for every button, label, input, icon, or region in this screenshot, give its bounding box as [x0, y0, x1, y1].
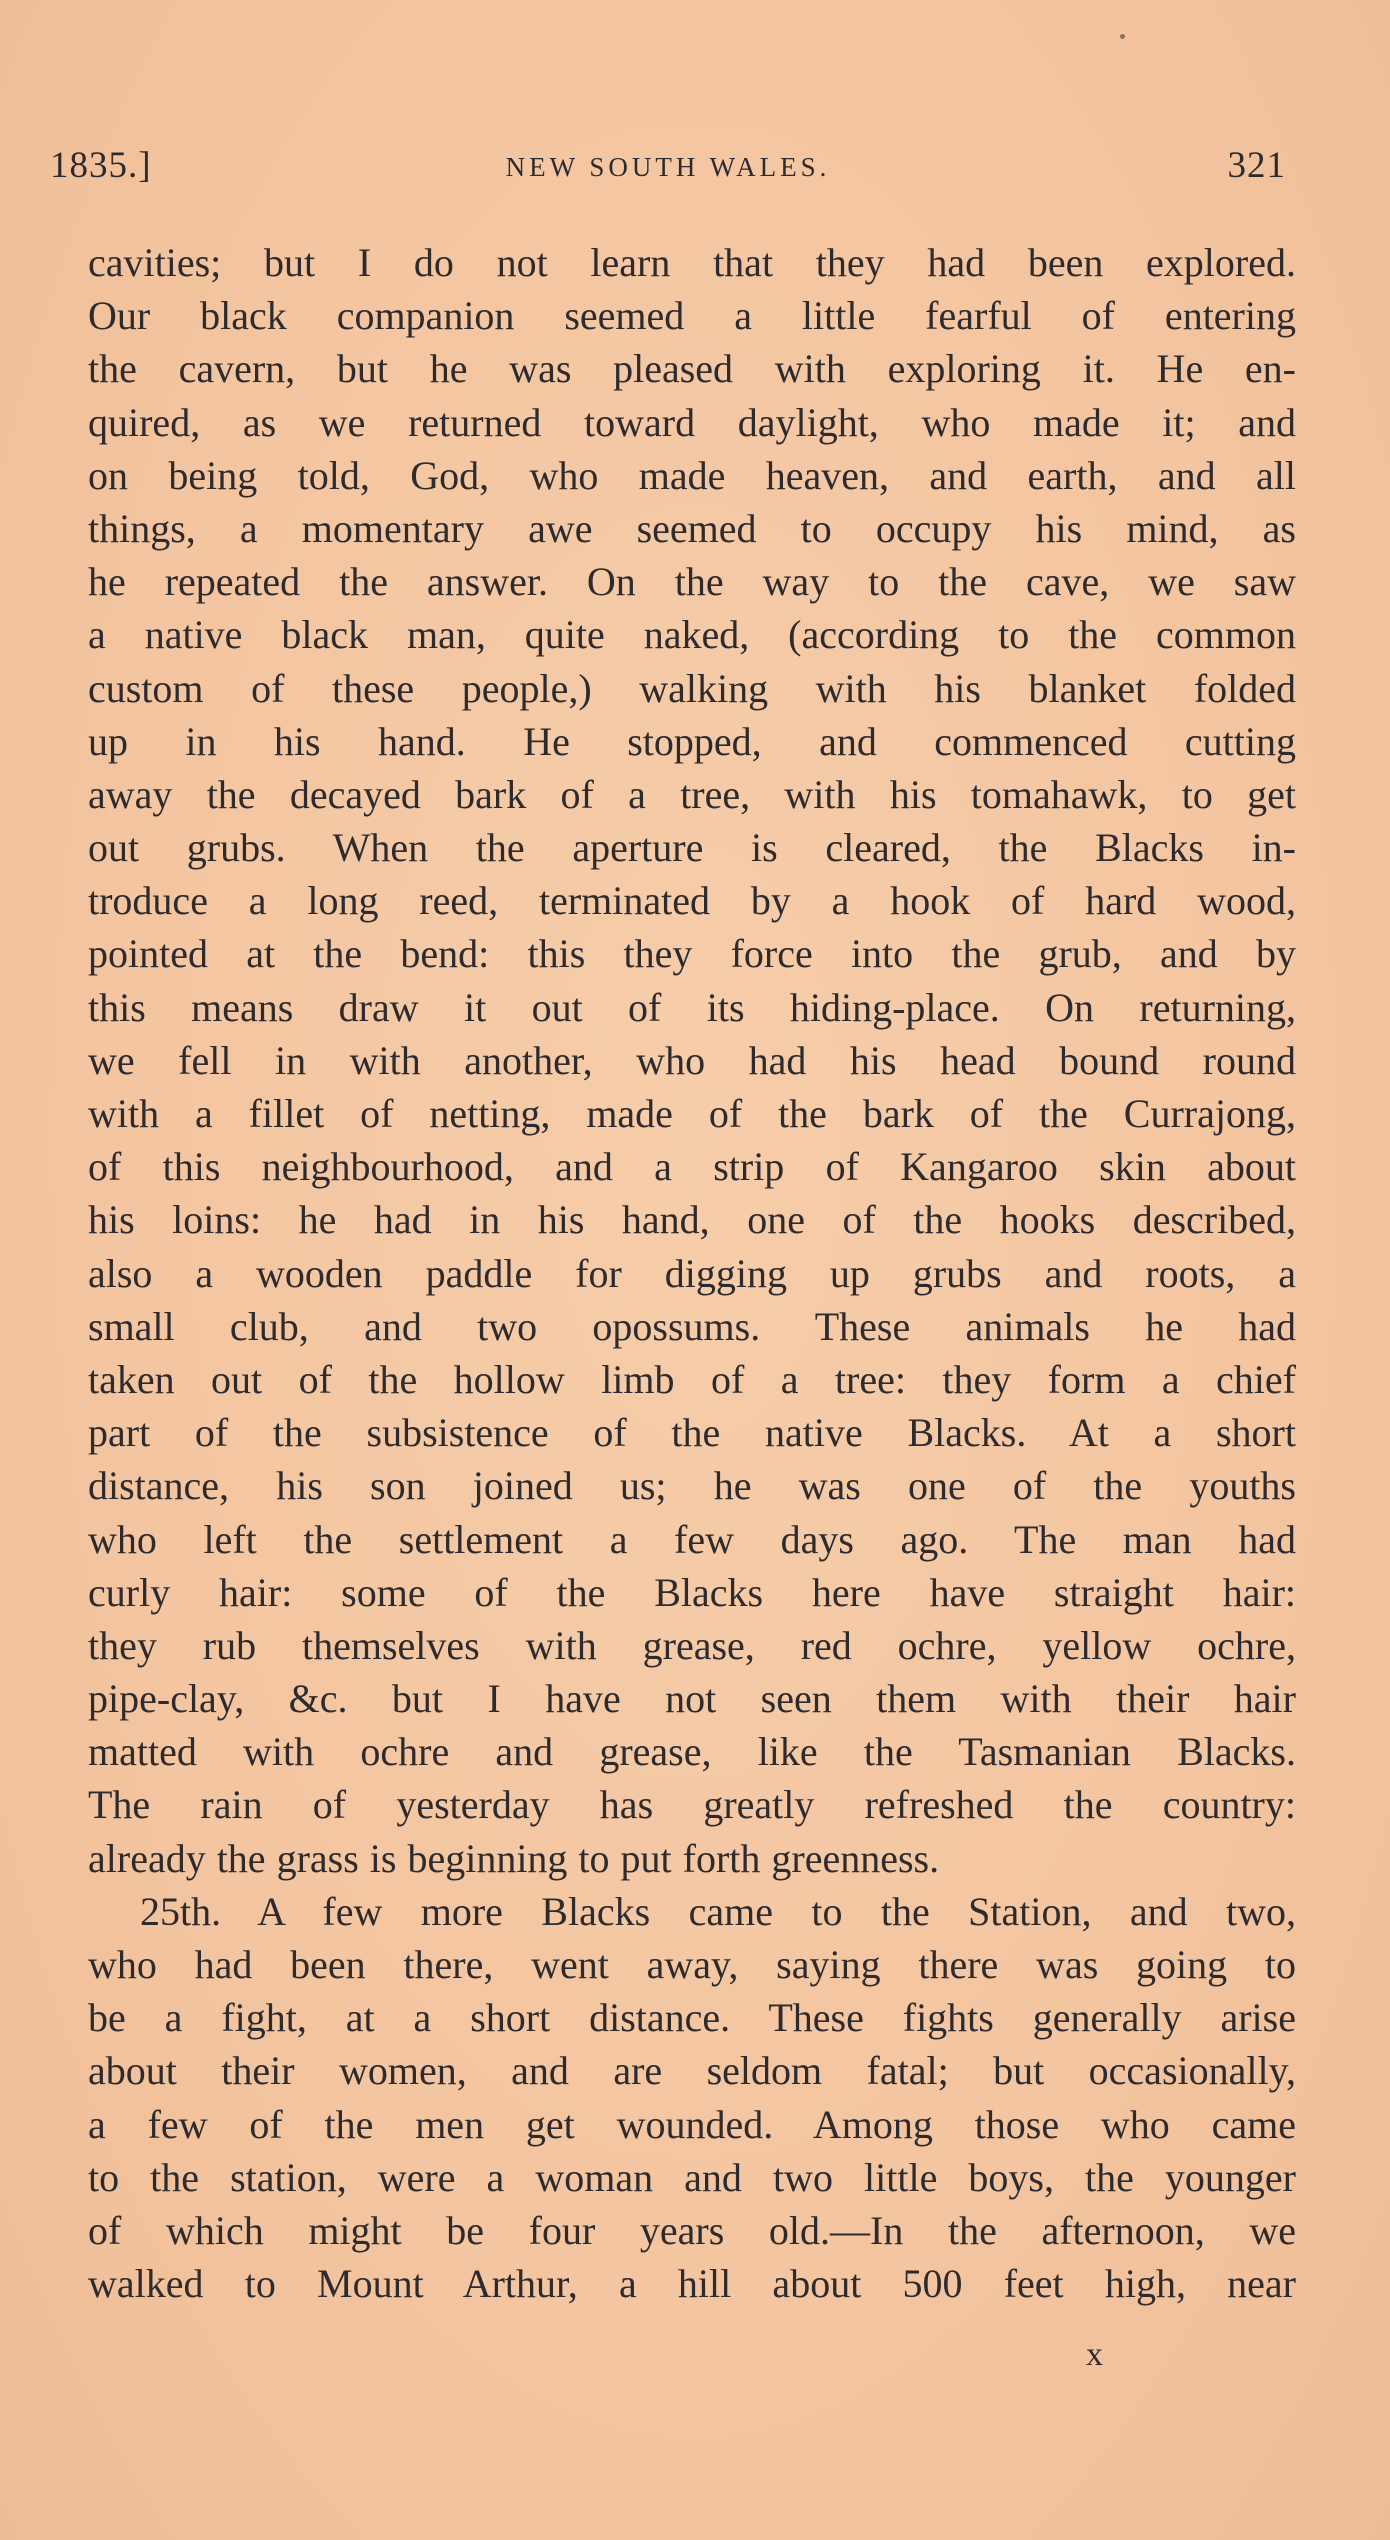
text-line: cavities; but I do not learn that they had been explored. [88, 240, 1296, 285]
text-line: pointed at the bend: this they force into the grub, and by [88, 931, 1296, 977]
text-line: distance, his son joined us; he was one of the youths [88, 1463, 1296, 1509]
text-line: the cavern, but he was pleased with exploring it. He en- [88, 346, 1296, 392]
text-line: we fell in with another, who had his head bound round [88, 1037, 1296, 1083]
text-line: 25th. A few more Blacks came to the Station, and two, [140, 1888, 1296, 1934]
text-line: with a fillet of netting, made of the bark of the Currajong, [88, 1091, 1296, 1136]
text-line: of which might be four years old.—In the afternoon, we [88, 2207, 1296, 2253]
text-line: of this neighbourhood, and a strip of Kangaroo skin about [88, 1144, 1296, 1190]
running-head [50, 144, 1286, 194]
text-line: things, a momentary awe seemed to occupy his mind, as [88, 505, 1296, 551]
text-line: a few of the men get wounded. Among those who came [88, 2101, 1296, 2147]
text-line: already the grass is beginning to put forth greenness. [88, 1835, 940, 1881]
signature-mark: x [1086, 2336, 1105, 2373]
text-line: Our black companion seemed a little fearful of entering [88, 293, 1296, 339]
text-line: troduce a long reed, terminated by a hook of hard wood, [88, 878, 1296, 924]
text-line: small club, and two opossums. These animals he had [88, 1303, 1296, 1349]
running-head-title: NEW SOUTH WALES. [505, 152, 831, 182]
text-line: be a fight, at a short distance. These fights generally arise [88, 1995, 1296, 2041]
text-line: quired, as we returned toward daylight, who made it; and [88, 399, 1296, 445]
text-line: on being told, God, who made heaven, and earth, and all [88, 452, 1296, 498]
ink-speck [1120, 34, 1125, 39]
text-line: who left the settlement a few days ago. The man had [88, 1516, 1296, 1562]
text-line: about their women, and are seldom fatal; but occasionally, [88, 2048, 1296, 2094]
text-line: walked to Mount Arthur, a hill about 500 feet high, near [88, 2261, 1296, 2307]
text-line: pipe-clay, &c. but I have not seen them with their hair [88, 1676, 1296, 1722]
text-line: custom of these people,) walking with his blanket folded [88, 665, 1296, 711]
text-line: curly hair: some of the Blacks here have straight hair: [88, 1569, 1296, 1615]
text-line: away the decayed bark of a tree, with his tomahawk, to get [88, 771, 1296, 817]
text-line: matted with ochre and grease, like the Tasmanian Blacks. [88, 1729, 1296, 1775]
text-line: to the station, were a woman and two little boys, the younger [88, 2154, 1296, 2200]
text-line: The rain of yesterday has greatly refreshed the country: [88, 1782, 1296, 1828]
text-line: up in his hand. He stopped, and commenced cutting [88, 718, 1296, 764]
body-text [88, 236, 1296, 2310]
text-line: his loins: he had in his hand, one of the hooks described, [88, 1197, 1296, 1243]
text-line: also a wooden paddle for digging up grubs and roots, a [88, 1250, 1296, 1296]
running-head-year: 1835.] [50, 145, 152, 186]
text-line: they rub themselves with grease, red ochre, yellow ochre, [88, 1622, 1296, 1668]
text-line: out grubs. When the aperture is cleared, the Blacks in- [88, 825, 1296, 871]
text-line: this means draw it out of its hiding-place. On returning, [88, 984, 1296, 1030]
text-line: part of the subsistence of the native Blacks. At a short [88, 1410, 1296, 1456]
text-line: taken out of the hollow limb of a tree: they form a chief [88, 1356, 1296, 1402]
page-number: 321 [1227, 145, 1286, 186]
text-line: who had been there, went away, saying there was going to [88, 1942, 1296, 1987]
text-line: he repeated the answer. On the way to the cave, we saw [88, 559, 1296, 605]
text-line: a native black man, quite naked, (according to the common [88, 612, 1296, 658]
